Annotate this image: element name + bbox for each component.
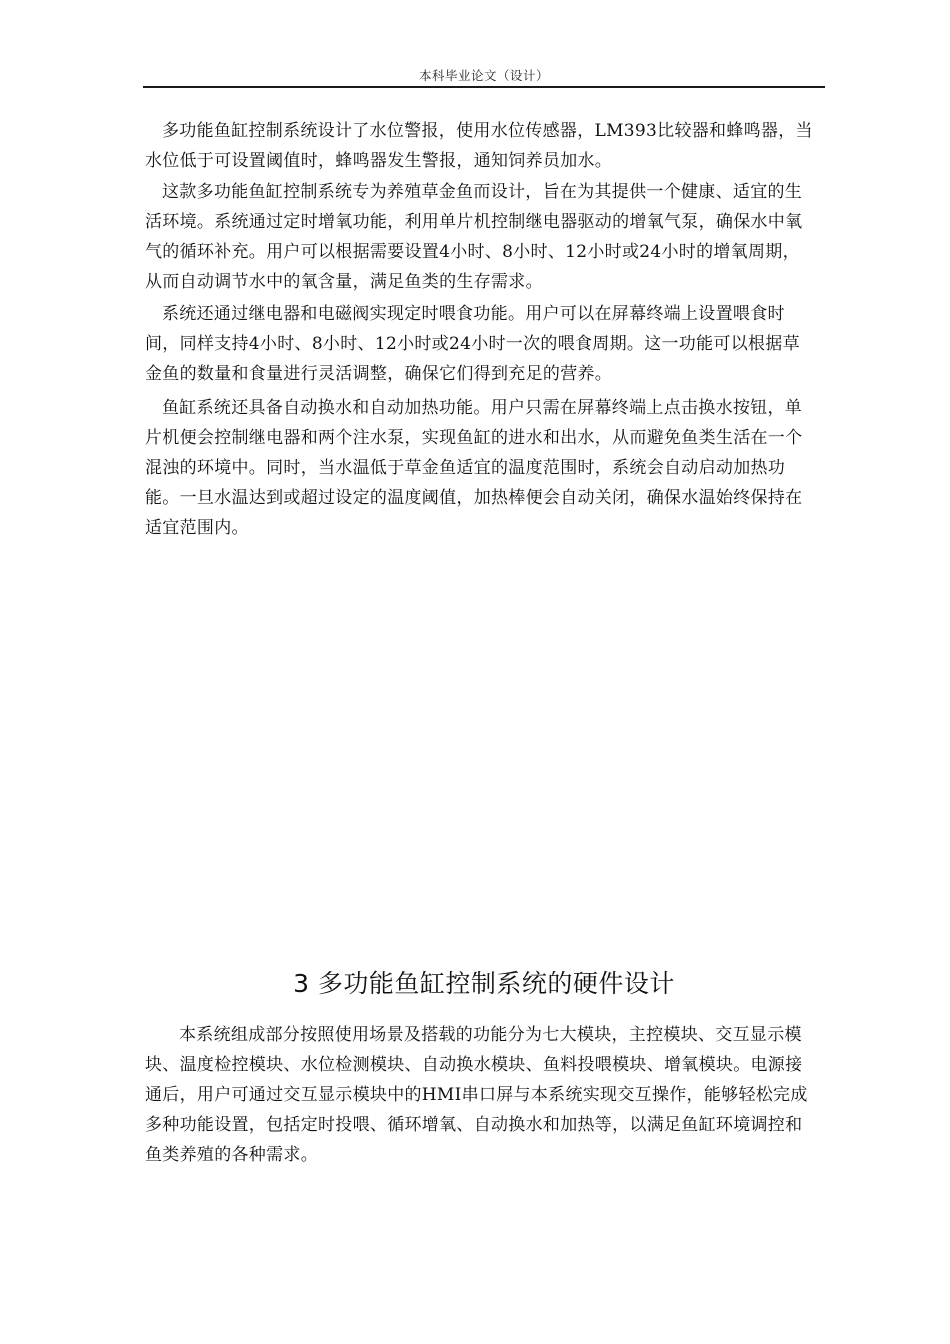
section-heading: 3 多功能鱼缸控制系统的硬件设计 <box>293 969 675 998</box>
section-paragraph-modules: 本系统组成部分按照使用场景及搭载的功能分为七大模块，主控模块、交互显示模块、温度检控模块、水位检测模块、自动换水模块、鱼料投喂模块、增氧模块。电源接通后，用户可通过交互显示模块中的HMI串口屏与本系统实现交互操作，能够轻松完成多种功能设置，包括定时投喂、循环增氧、自动换水和加热等，以满足鱼缸环境调控和鱼类养殖的各种需求。 <box>145 1025 808 1165</box>
body-paragraph-water-change-heating: 鱼缸系统还具备自动换水和自动加热功能。用户只需在屏幕终端上点击换水按钮，单片机便会控制继电器和两个注水泵，实现鱼缸的进水和出水，从而避免鱼类生活在一个混浊的环境中。同时，当水温低于草金鱼适宜的温度范围时，系统会自动启动加热功能。一旦水温达到或超过设定的温度阈值，加热棒便会自动关闭，确保水温始终保持在适宜范围内。 <box>145 398 803 538</box>
header-divider <box>143 86 825 88</box>
body-paragraph-oxygenation: 这款多功能鱼缸控制系统专为养殖草金鱼而设计，旨在为其提供一个健康、适宜的生活环境。系统通过定时增氧功能，利用单片机控制继电器驱动的增氧气泵，确保水中氧气的循环补充。用户可以根据需要设置4小时、8小时、12小时或24小时的增氧周期，从而自动调节水中的氧含量，满足鱼类的生存需求。 <box>145 182 803 292</box>
body-paragraph-feeding: 系统还通过继电器和电磁阀实现定时喂食功能。用户可以在屏幕终端上设置喂食时间，同样支持4小时、8小时、12小时或24小时一次的喂食周期。这一功能可以根据草金鱼的数量和食量进行灵活调整，确保它们得到充足的营养。 <box>145 304 800 384</box>
page-header-title: 本科毕业论文（设计） <box>418 68 549 83</box>
body-paragraph-water-alarm: 多功能鱼缸控制系统设计了水位警报，使用水位传感器，LM393比较器和蜂鸣器，当水位低于可设置阈值时，蜂鸣器发生警报，通知饲养员加水。 <box>145 121 813 171</box>
